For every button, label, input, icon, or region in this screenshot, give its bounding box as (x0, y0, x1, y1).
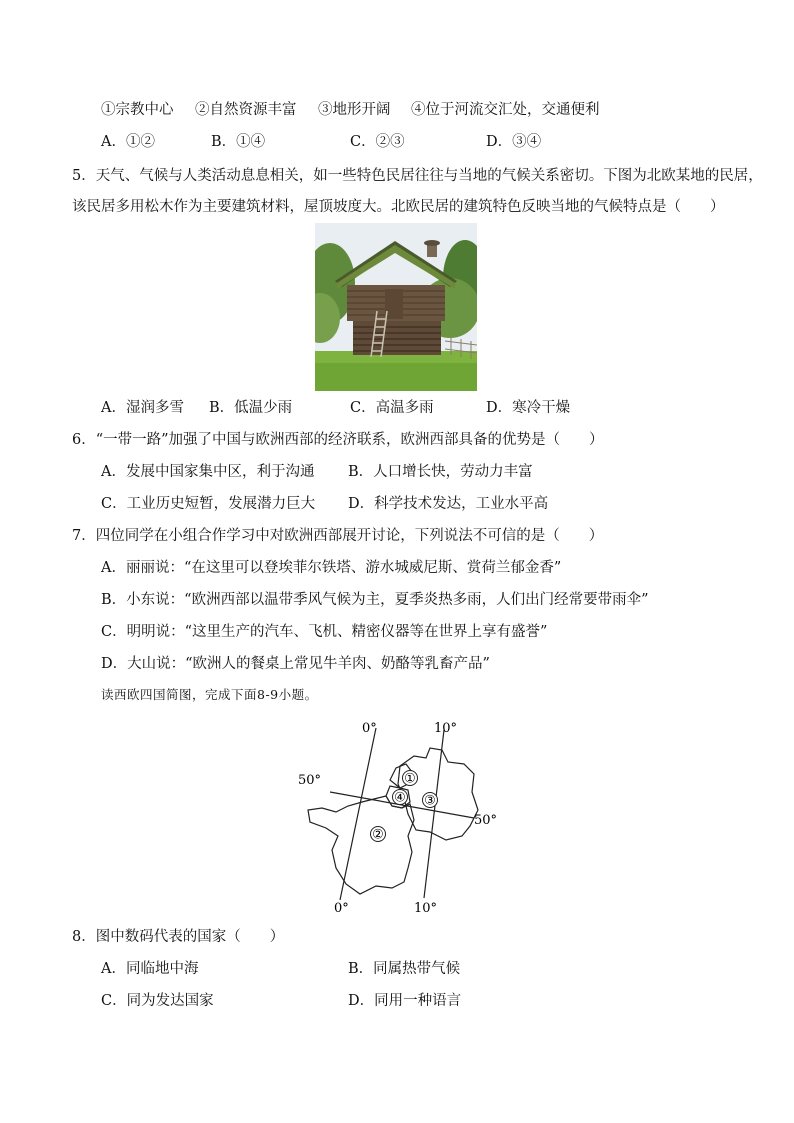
q5-option-c[interactable]: C．高温多雨 (350, 400, 434, 416)
q4-option-c[interactable]: C．②③ (350, 134, 405, 150)
france-outline (308, 796, 414, 894)
map-intro: 读西欧四国简图，完成下面8-9小题。 (101, 687, 318, 702)
label-bottom-0: 0° (334, 901, 349, 916)
q8-option-d[interactable]: D．同用一种语言 (348, 993, 462, 1009)
q4-choice-3: ③地形开阔 (318, 102, 391, 118)
q7-option-b[interactable]: B．小东说：“欧洲西部以温带季风气候为主，夏季炎热多雨，人们出门经常要带雨伞” (101, 592, 649, 608)
marker-4-label: ④ (394, 790, 406, 806)
q4-option-b[interactable]: B．①④ (211, 134, 266, 150)
germany-outline (398, 748, 478, 840)
q8-option-a[interactable]: A．同临地中海 (101, 961, 199, 977)
marker-3-label: ③ (424, 793, 436, 809)
western-europe-map (296, 718, 508, 916)
marker-1-label: ① (404, 771, 416, 787)
q5-stem-line-2: 该民居多用松木作为主要建筑材料，屋顶坡度大。北欧民居的建筑特色反映当地的气候特点是（ ） (72, 199, 725, 215)
q4-option-a[interactable]: A．①② (101, 134, 155, 150)
label-left-50: 50° (298, 773, 322, 788)
q6-option-a[interactable]: A．发展中国家集中区，利于沟通 (101, 464, 315, 480)
q5-option-a[interactable]: A．湿润多雪 (101, 400, 184, 416)
meridian-0-line (340, 728, 376, 900)
q7-option-c[interactable]: C．明明说：“这里生产的汽车、飞机、精密仪器等在世界上享有盛誉” (101, 624, 548, 640)
label-top-10: 10° (434, 721, 458, 736)
q5-option-d[interactable]: D．寒冷干燥 (486, 400, 571, 416)
q7-option-d[interactable]: D．大山说：“欧洲人的餐桌上常见牛羊肉、奶酪等乳畜产品” (101, 656, 490, 672)
q5-stem-line-1: 5．天气、气候与人类活动息息相关，如一些特色民居往往与当地的气候关系密切。下图为北欧某地的民居， (72, 168, 763, 184)
q8-option-b[interactable]: B．同属热带气候 (348, 961, 461, 977)
label-right-50: 50° (474, 813, 498, 828)
q4-choice-4: ④位于河流交汇处，交通便利 (411, 102, 600, 118)
q6-option-b[interactable]: B．人口增长快，劳动力丰富 (348, 464, 533, 480)
marker-2-label: ② (372, 827, 384, 843)
q4-option-d[interactable]: D．③④ (486, 134, 542, 150)
q6-stem: 6．“一带一路”加强了中国与欧洲西部的经济联系，欧洲西部具备的优势是（ ） (72, 432, 604, 448)
q5-option-b[interactable]: B．低温少雨 (209, 400, 293, 416)
q6-option-c[interactable]: C．工业历史短暂，发展潜力巨大 (101, 496, 316, 512)
q7-stem: 7．四位同学在小组合作学习中对欧洲西部展开讨论，下列说法不可信的是（ ） (72, 528, 604, 544)
q8-option-c[interactable]: C．同为发达国家 (101, 993, 214, 1009)
label-bottom-10: 10° (414, 901, 438, 916)
nordic-house-photo (315, 223, 477, 391)
label-top-0: 0° (362, 721, 377, 736)
q7-option-a[interactable]: A．丽丽说：“在这里可以登埃菲尔铁塔、游水城威尼斯、赏荷兰郁金香” (101, 560, 562, 576)
q8-stem: 8．图中数码代表的国家（ ） (72, 929, 285, 945)
q4-choice-2: ②自然资源丰富 (195, 102, 297, 118)
q6-option-d[interactable]: D．科学技术发达，工业水平高 (348, 496, 549, 512)
q4-choice-1: ①宗教中心 (101, 102, 174, 118)
